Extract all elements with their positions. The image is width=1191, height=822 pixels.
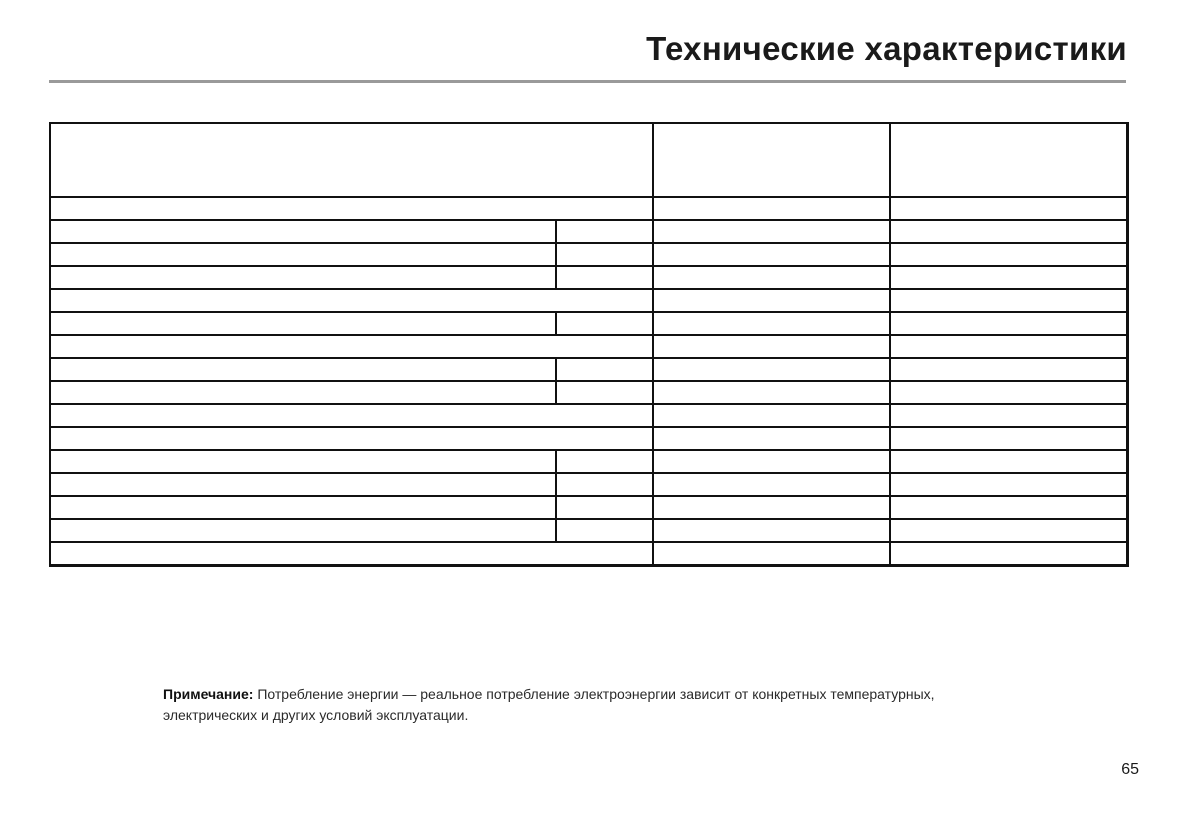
table-cell (653, 496, 890, 519)
note-text: Потребление энергии — реальное потребление электроэнергии зависит от конкретных температурных, электрических и других условий эксплуатации. (163, 686, 935, 723)
table-cell (890, 266, 1127, 289)
table-header-cell (50, 123, 653, 197)
table-cell (890, 289, 1127, 312)
table-cell (890, 450, 1127, 473)
table-cell (50, 220, 556, 243)
table-cell (653, 450, 890, 473)
table-cell (653, 427, 890, 450)
table-cell (50, 404, 653, 427)
table-row (50, 542, 1127, 566)
table-cell (50, 450, 556, 473)
table-row (50, 289, 1127, 312)
table-row (50, 496, 1127, 519)
table-row (50, 381, 1127, 404)
table-cell (653, 381, 890, 404)
table-row (50, 197, 1127, 220)
table-cell (50, 427, 653, 450)
table-cell (653, 473, 890, 496)
table-cell (890, 496, 1127, 519)
table-cell (653, 358, 890, 381)
table-cell (50, 266, 556, 289)
page-title: Технические характеристики (646, 30, 1127, 67)
table-cell (890, 335, 1127, 358)
table-row (50, 473, 1127, 496)
table-cell (653, 404, 890, 427)
table-cell (50, 197, 653, 220)
table-cell (653, 266, 890, 289)
specifications-table-body (50, 123, 1127, 566)
table-cell (50, 289, 653, 312)
table-cell (653, 289, 890, 312)
table-cell (556, 358, 653, 381)
table-row (50, 519, 1127, 542)
table-cell (653, 197, 890, 220)
table-cell (890, 519, 1127, 542)
note-label: Примечание: (163, 686, 254, 702)
table-cell (890, 197, 1127, 220)
table-row (50, 427, 1127, 450)
table-cell (556, 519, 653, 542)
table-cell (556, 473, 653, 496)
table-cell (653, 312, 890, 335)
table-cell (556, 450, 653, 473)
table-row (50, 312, 1127, 335)
table-row (50, 220, 1127, 243)
table-cell (653, 542, 890, 566)
table-header-row (50, 123, 1127, 197)
table-cell (653, 220, 890, 243)
table-cell (50, 496, 556, 519)
table-row (50, 404, 1127, 427)
table-cell (556, 266, 653, 289)
table-cell (890, 542, 1127, 566)
table-cell (50, 542, 653, 566)
table-cell (890, 473, 1127, 496)
table-cell (890, 243, 1127, 266)
table-header-cell (890, 123, 1127, 197)
table-row (50, 358, 1127, 381)
table-cell (50, 335, 653, 358)
table-row (50, 266, 1127, 289)
table-row (50, 450, 1127, 473)
table-cell (556, 243, 653, 266)
table-cell (653, 335, 890, 358)
table-cell (50, 381, 556, 404)
table-cell (50, 312, 556, 335)
table-cell (556, 381, 653, 404)
table-cell (890, 312, 1127, 335)
table-row (50, 243, 1127, 266)
specifications-table (49, 122, 1129, 567)
page-number: 65 (1121, 761, 1139, 778)
table-cell (653, 243, 890, 266)
table-cell (50, 358, 556, 381)
table-cell (890, 404, 1127, 427)
table-header-cell (653, 123, 890, 197)
table-cell (653, 519, 890, 542)
table-cell (890, 381, 1127, 404)
table-cell (556, 496, 653, 519)
note (163, 684, 983, 726)
table-cell (890, 220, 1127, 243)
table-cell (556, 220, 653, 243)
table-cell (890, 427, 1127, 450)
table-cell (50, 519, 556, 542)
table-cell (890, 358, 1127, 381)
table-cell (50, 243, 556, 266)
title-divider (49, 80, 1126, 83)
table-cell (556, 312, 653, 335)
table-row (50, 335, 1127, 358)
table-cell (50, 473, 556, 496)
